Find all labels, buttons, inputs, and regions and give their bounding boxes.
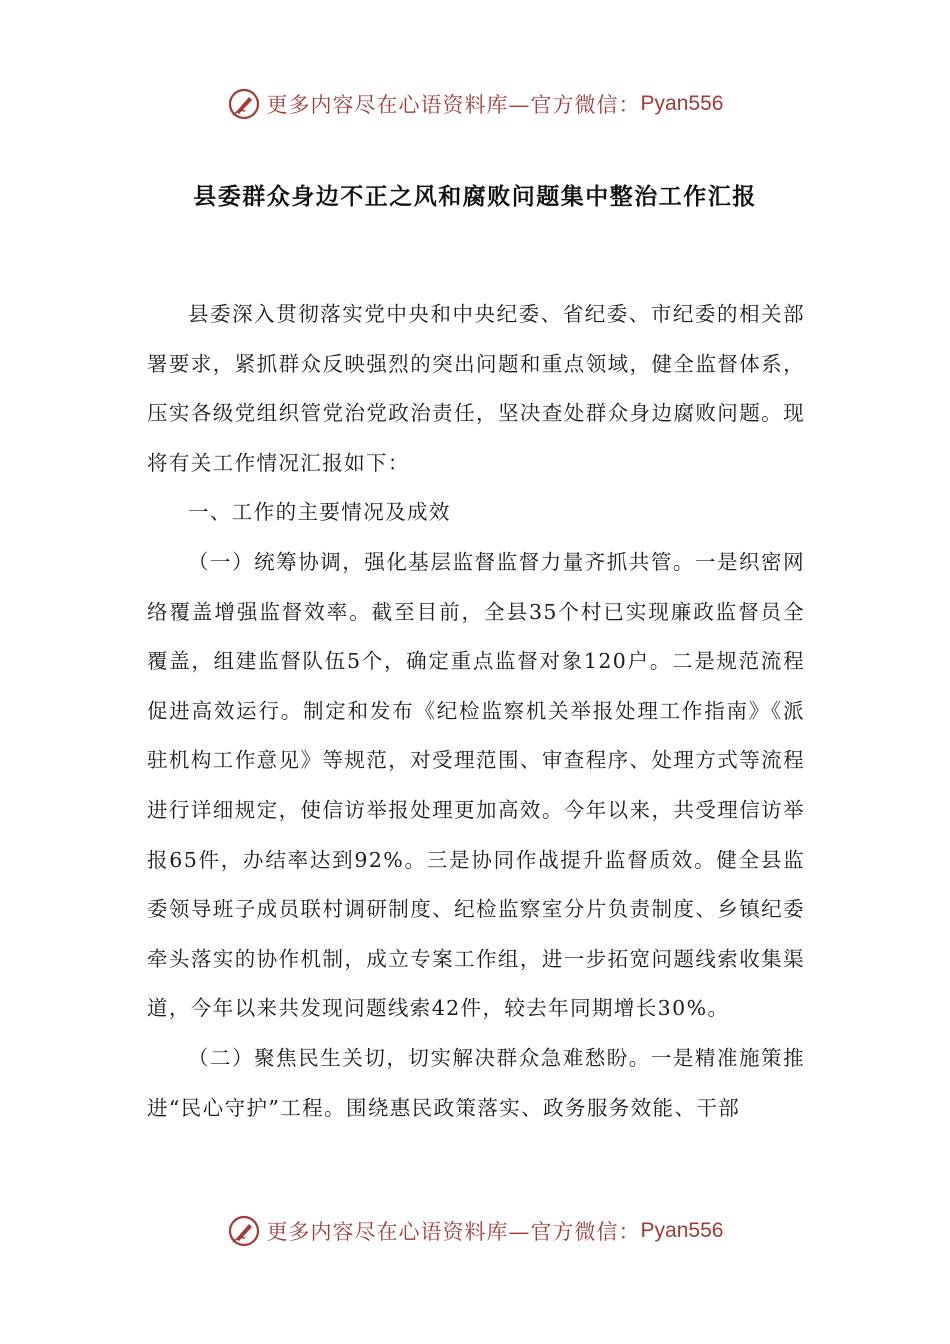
pen-logo-icon xyxy=(227,87,261,121)
document-title: 县委群众身边不正之风和腐败问题集中整治工作汇报 xyxy=(193,183,757,210)
watermark-text: 更多内容尽在心语资料库—官方微信： xyxy=(266,1220,641,1244)
watermark-header xyxy=(0,84,950,124)
paragraph-section-1: （一）统筹协调，强化基层监督监督力量齐抓共管。一是织密网络覆盖增强监督效率。截至目前，全县35个村已实现廉政监督员全覆盖，组建监督队伍5个，确定重点监督对象120户。二是规范流程促进高效运行。制定和发布《纪检监察机关举报处理工作指南》《派驻机构工作意见》等规范，对受理范围、审查程序、处理方式等流程进行详细规定，使信访举报处理更加高效。今年以来，共受理信访举报65件，办结率达到92%。三是协同作战提升监督质效。健全县监委领导班子成员联村调研制度、纪检监察室分片负责制度、乡镇纪委牵头落实的协作机制，成立专案工作组，进一步拓宽问题线索收集渠道，今年以来共发现问题线索42件，较去年同期增长30%。 xyxy=(147,549,805,1021)
pen-logo-icon xyxy=(227,1214,261,1248)
document-body xyxy=(147,290,805,1133)
watermark-footer xyxy=(0,1211,950,1251)
watermark-wechat-id: Pyan556 xyxy=(640,1219,724,1242)
paragraph-intro: 县委深入贯彻落实党中央和中央纪委、省纪委、市纪委的相关部署要求，紧抓群众反映强烈的突出问题和重点领域，健全监督体系，压实各级党组织管党治党政治责任，坚决查处群众身边腐败问题。现将有关工作情况汇报如下： xyxy=(147,302,805,475)
watermark-wechat-id: Pyan556 xyxy=(640,92,724,115)
section-heading: 一、工作的主要情况及成效 xyxy=(188,500,451,525)
watermark-text: 更多内容尽在心语资料库—官方微信： xyxy=(266,93,641,117)
paragraph-section-2: （二）聚焦民生关切，切实解决群众急难愁盼。一是精准施策推进“民心守护”工程。围绕惠民政策落实、政务服务效能、干部 xyxy=(147,1045,805,1120)
